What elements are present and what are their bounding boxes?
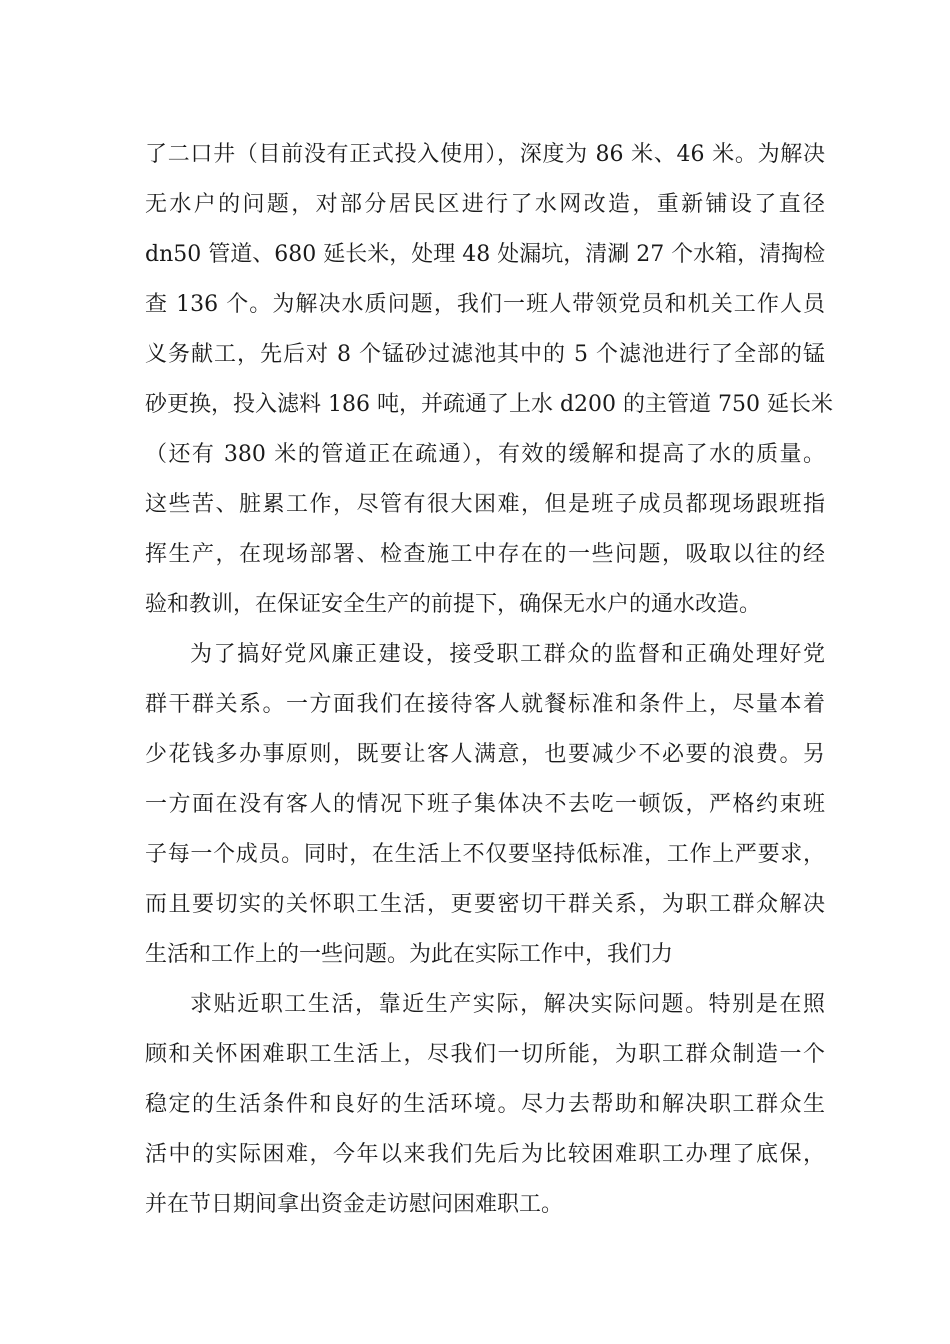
text-line: 稳定的生活条件和良好的生活环境。尽力去帮助和解决职工群众生 <box>145 1092 825 1117</box>
text-line: 验和教训，在保证安全生产的前提下，确保无水户的通水改造。 <box>145 592 762 617</box>
text-line: 了二口井（目前没有正式投入使用），深度为 86 米、46 米。为解决 <box>145 142 825 167</box>
text-line: 挥生产，在现场部署、检查施工中存在的一些问题，吸取以往的经 <box>145 542 825 567</box>
text-line: 无水户的问题，对部分居民区进行了水网改造，重新铺设了直径 <box>145 192 825 217</box>
text-line: 而且要切实的关怀职工生活，更要密切干群关系，为职工群众解决 <box>145 892 825 917</box>
text-line: 一方面在没有客人的情况下班子集体决不去吃一顿饭，严格约束班 <box>145 792 825 817</box>
text-line: 活中的实际困难，今年以来我们先后为比较困难职工办理了底保， <box>145 1142 825 1167</box>
paragraph-3 <box>145 980 825 1230</box>
text-line: 顾和关怀困难职工生活上，尽我们一切所能，为职工群众制造一个 <box>145 1042 825 1067</box>
text-line: 为了搞好党风廉正建设，接受职工群众的监督和正确处理好党 <box>190 642 825 667</box>
text-line: dn50 管道、680 延长米，处理 48 处漏坑，清涮 27 个水箱，清掏检 <box>145 242 826 267</box>
text-line: 并在节日期间拿出资金走访慰问困难职工。 <box>145 1192 564 1217</box>
paragraph-2 <box>145 630 825 980</box>
text-line: 群干群关系。一方面我们在接待客人就餐标准和条件上，尽量本着 <box>145 692 825 717</box>
text-line: 这些苦、脏累工作，尽管有很大困难，但是班子成员都现场跟班指 <box>145 492 825 517</box>
text-line: 子每一个成员。同时，在生活上不仅要坚持低标准，工作上严要求， <box>145 842 825 867</box>
text-line: 砂更换，投入滤料 186 吨，并疏通了上水 d200 的主管道 750 延长米 <box>145 392 834 417</box>
text-line: 求贴近职工生活，靠近生产实际，解决实际问题。特别是在照 <box>190 992 825 1017</box>
text-line: 义务献工，先后对 8 个锰砂过滤池其中的 5 个滤池进行了全部的锰 <box>145 342 825 367</box>
text-line: （还有 380 米的管道正在疏通），有效的缓解和提高了水的质量。 <box>145 442 825 467</box>
document-body <box>145 130 834 1230</box>
text-line: 查 136 个。为解决水质问题，我们一班人带领党员和机关工作人员 <box>145 292 825 317</box>
text-line: 生活和工作上的一些问题。为此在实际工作中，我们力 <box>145 942 674 967</box>
text-line: 少花钱多办事原则，既要让客人满意，也要减少不必要的浪费。另 <box>145 742 825 767</box>
paragraph-1 <box>145 130 834 630</box>
